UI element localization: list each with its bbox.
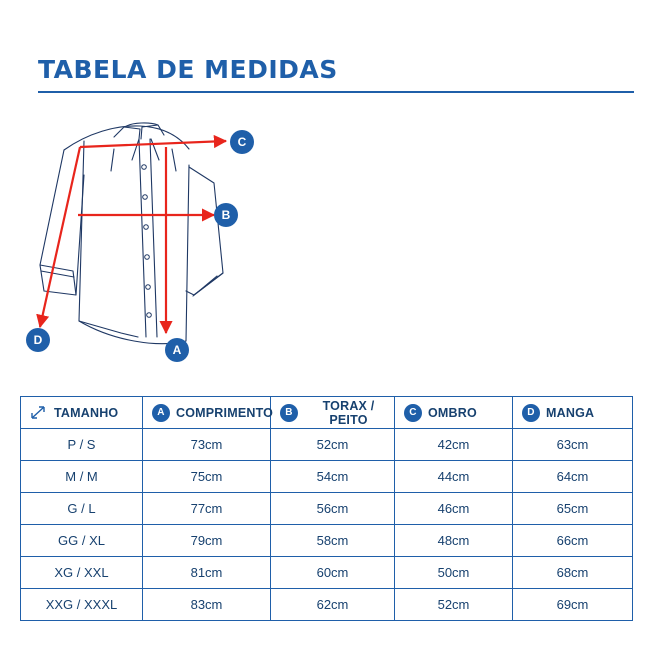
page-title: TABELA DE MEDIDAS — [38, 55, 338, 84]
cell-manga: 68cm — [513, 557, 633, 589]
shirt-illustration-svg — [18, 105, 348, 375]
table-row — [21, 493, 633, 525]
header-tamanho-label: TAMANHO — [54, 405, 119, 420]
ruler-icon — [30, 404, 48, 422]
header-manga — [513, 397, 633, 429]
cell-comprimento: 83cm — [143, 589, 271, 621]
header-ombro — [395, 397, 513, 429]
marker-d-manga: D — [26, 328, 50, 352]
cell-comprimento: 81cm — [143, 557, 271, 589]
header-comprimento-label: COMPRIMENTO — [176, 405, 274, 420]
cell-comprimento: 75cm — [143, 461, 271, 493]
cell-comprimento: 79cm — [143, 525, 271, 557]
cell-ombro: 50cm — [395, 557, 513, 589]
header-manga-label: MANGA — [546, 405, 595, 420]
cell-manga: 64cm — [513, 461, 633, 493]
cell-manga: 69cm — [513, 589, 633, 621]
cell-torax: 52cm — [271, 429, 395, 461]
cell-torax: 56cm — [271, 493, 395, 525]
header-comprimento — [143, 397, 274, 429]
cell-manga: 65cm — [513, 493, 633, 525]
cell-comprimento: 77cm — [143, 493, 271, 525]
cell-size: P / S — [21, 429, 143, 461]
cell-manga: 66cm — [513, 525, 633, 557]
header-badge-a: A — [152, 404, 170, 422]
marker-c-ombro: C — [230, 130, 254, 154]
header-tamanho — [21, 397, 143, 429]
cell-size: GG / XL — [21, 525, 143, 557]
cell-size: XG / XXL — [21, 557, 143, 589]
table-row — [21, 589, 633, 621]
cell-ombro: 44cm — [395, 461, 513, 493]
marker-b-torax: B — [214, 203, 238, 227]
header-torax — [271, 397, 395, 429]
table-row — [21, 525, 633, 557]
measurements-table — [20, 396, 633, 621]
table-row — [21, 557, 633, 589]
header-ombro-label: OMBRO — [428, 405, 477, 420]
cell-size: XXG / XXXL — [21, 589, 143, 621]
cell-torax: 54cm — [271, 461, 395, 493]
marker-a-comprimento: A — [165, 338, 189, 362]
cell-ombro: 48cm — [395, 525, 513, 557]
table-row — [21, 429, 633, 461]
header-badge-c: C — [404, 404, 422, 422]
cell-size: G / L — [21, 493, 143, 525]
measurements-table-container — [20, 396, 632, 621]
cell-comprimento: 73cm — [143, 429, 271, 461]
cell-torax: 58cm — [271, 525, 395, 557]
header-torax-label: TORAX / PEITO — [322, 398, 375, 427]
cell-size: M / M — [21, 461, 143, 493]
shirt-diagram — [18, 105, 348, 375]
page-header — [38, 56, 634, 93]
table-row — [21, 461, 633, 493]
cell-ombro: 46cm — [395, 493, 513, 525]
header-badge-d: D — [522, 404, 540, 422]
cell-ombro: 42cm — [395, 429, 513, 461]
cell-manga: 63cm — [513, 429, 633, 461]
table-header-row — [21, 397, 633, 429]
header-badge-b: B — [280, 404, 298, 422]
cell-torax: 60cm — [271, 557, 395, 589]
cell-torax: 62cm — [271, 589, 395, 621]
title-divider — [38, 91, 634, 93]
cell-ombro: 52cm — [395, 589, 513, 621]
